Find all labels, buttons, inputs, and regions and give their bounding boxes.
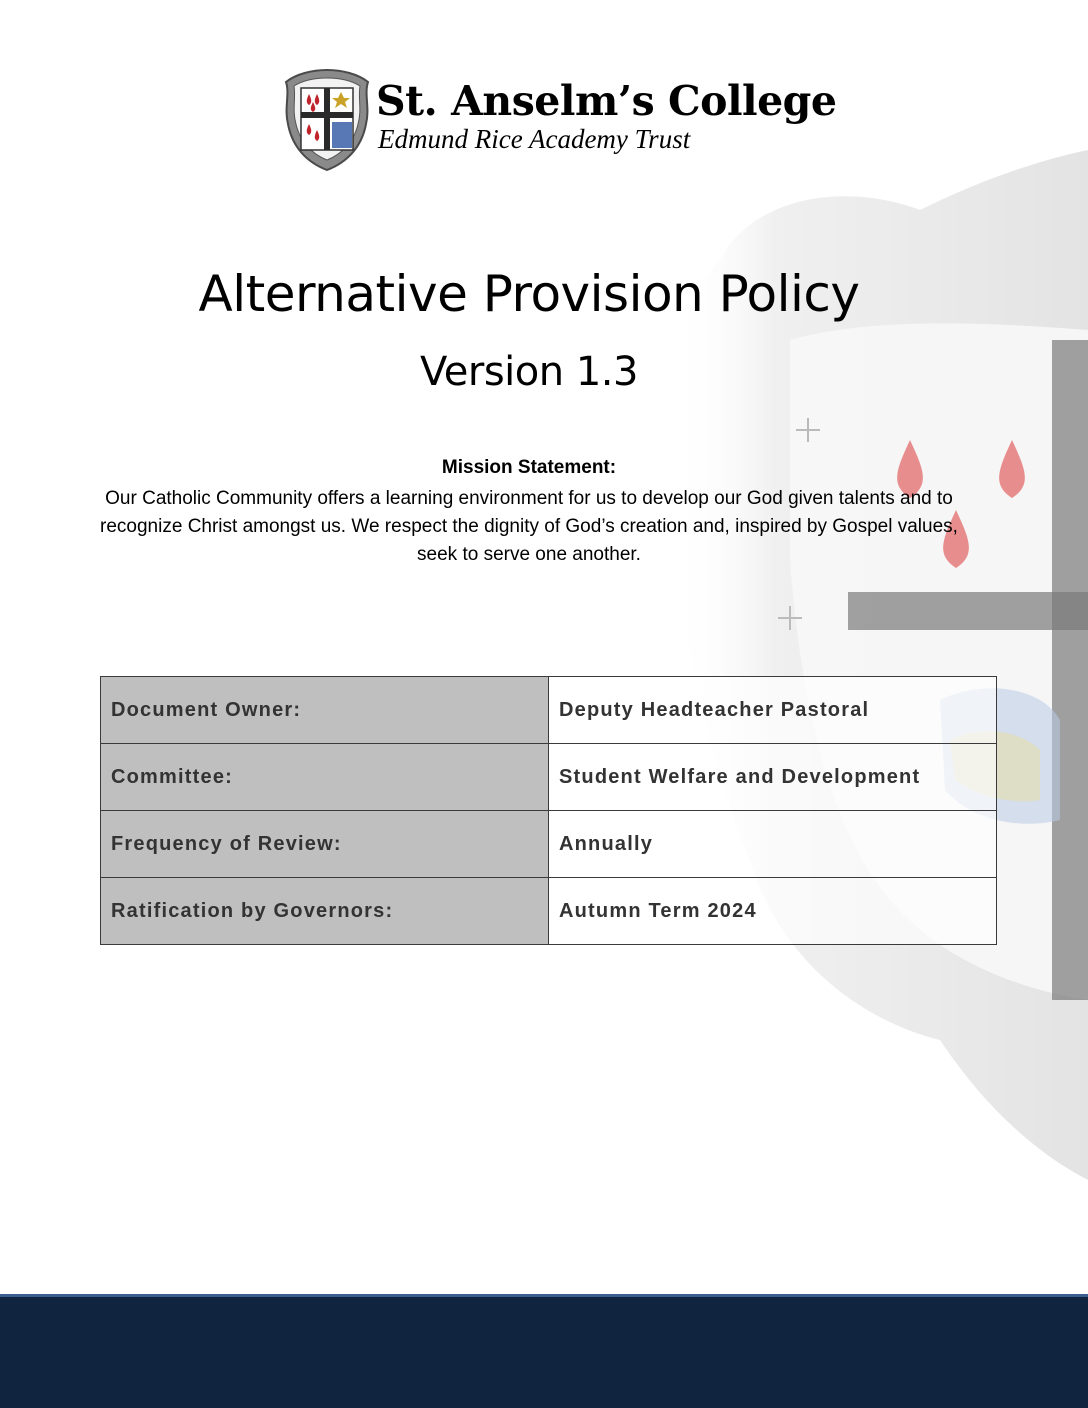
info-value: Student Welfare and Development xyxy=(549,744,997,811)
table-row xyxy=(101,677,997,744)
mission-text: Our Catholic Community offers a learning environment for us to develop our God given talents and to recognize Christ amongst us. We respect the dignity of God’s creation and, inspired by Gospel values, seek to serve one another. xyxy=(100,488,958,565)
table-row xyxy=(101,744,997,811)
school-crest-icon xyxy=(282,68,372,172)
document-title: Alternative Provision Policy xyxy=(198,265,860,323)
document-info-table xyxy=(100,676,997,945)
college-logo xyxy=(282,68,837,174)
info-value: Autumn Term 2024 xyxy=(549,878,997,945)
mission-heading: Mission Statement: xyxy=(441,457,617,478)
info-value: Deputy Headteacher Pastoral xyxy=(549,677,997,744)
table-row xyxy=(101,811,997,878)
table-row xyxy=(101,878,997,945)
footer-bar xyxy=(0,1294,1088,1408)
document-version: Version 1.3 xyxy=(420,349,638,395)
info-label: Document Owner: xyxy=(101,677,549,744)
info-label: Frequency of Review: xyxy=(101,811,549,878)
info-label: Committee: xyxy=(101,744,549,811)
info-label: Ratification by Governors: xyxy=(101,878,549,945)
college-name: St. Anselm’s College xyxy=(376,77,837,125)
trust-name: Edmund Rice Academy Trust xyxy=(378,124,691,154)
info-value: Annually xyxy=(549,811,997,878)
